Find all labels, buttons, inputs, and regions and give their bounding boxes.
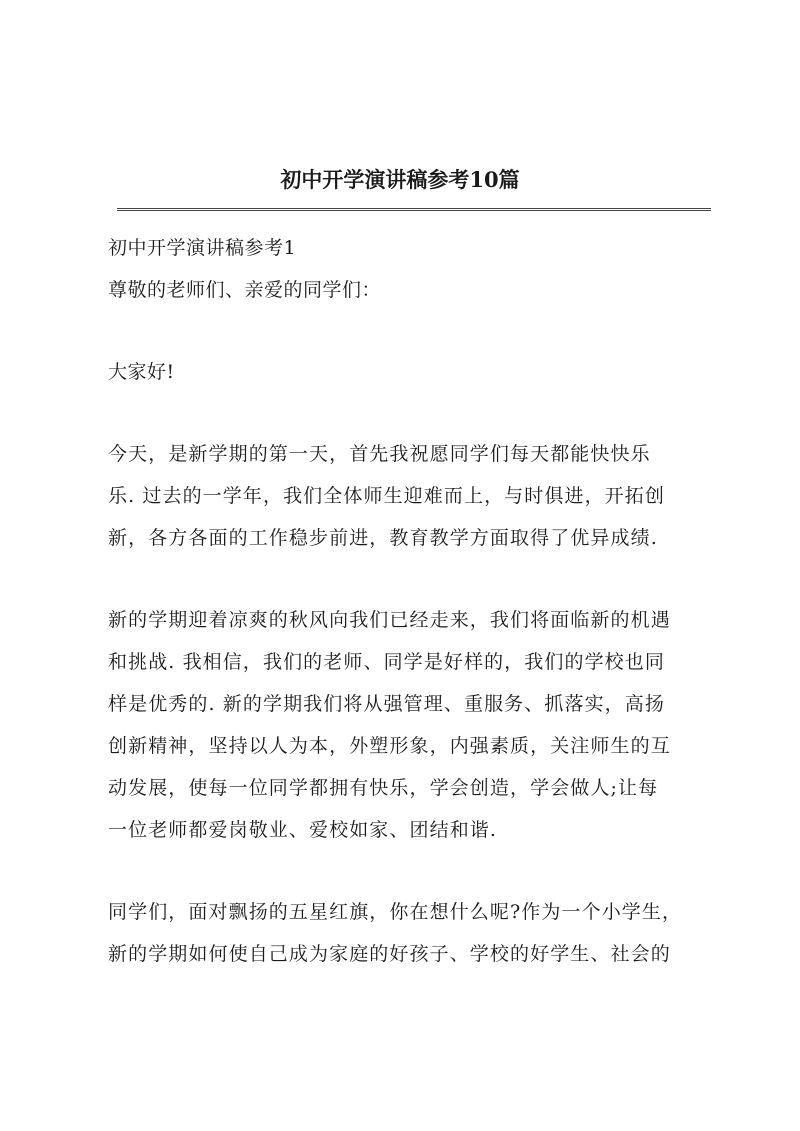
paragraph-line: 创新精神，坚持以人为本，外塑形象，内强素质，关注师生的互 [108, 735, 671, 757]
paragraph-line: 同学们，面对飘扬的五星红旗，你在想什么呢?作为一个小学生， [108, 901, 683, 923]
paragraph-line: 乐. 过去的一学年，我们全体师生迎难而上，与时俱进，开拓创 [108, 485, 665, 507]
paragraph-line: 新的学期如何使自己成为家庭的好孩子、学校的好学生、社会的 [108, 943, 671, 965]
paragraph-line: 新，各方各面的工作稳步前进，教育教学方面取得了优异成绩. [108, 527, 658, 549]
paragraph-2 [108, 599, 710, 851]
paragraph-gap [108, 393, 710, 433]
title-underline [117, 208, 711, 211]
paragraph-line: 样是优秀的. 新的学期我们将从强管理、重服务、抓落实，高扬 [108, 693, 665, 715]
greeting: 大家好! [108, 361, 175, 383]
paragraph-3 [108, 891, 710, 975]
section-heading: 初中开学演讲稿参考1 [108, 237, 297, 259]
paragraph-gap [108, 311, 710, 351]
paragraph-line: 动发展，使每一位同学都拥有快乐，学会创造，学会做人;让每 [108, 777, 659, 799]
paragraph-gap [108, 559, 710, 599]
paragraph-line: 今天，是新学期的第一天，首先我祝愿同学们每天都能快快乐 [108, 443, 651, 465]
document-title: 初中开学演讲稿参考10篇 [280, 167, 520, 192]
document-body [108, 227, 710, 975]
paragraph-1 [108, 433, 710, 559]
paragraph-gap [108, 851, 710, 891]
paragraph-line: 新的学期迎着凉爽的秋风向我们已经走来，我们将面临新的机遇 [108, 609, 671, 631]
salutation: 尊敬的老师们、亲爱的同学们： [108, 279, 382, 301]
paragraph-line: 一位老师都爱岗敬业、爱校如家、团结和谐. [108, 819, 498, 841]
paragraph-line: 和挑战. 我相信，我们的老师、同学是好样的，我们的学校也同 [108, 651, 665, 673]
